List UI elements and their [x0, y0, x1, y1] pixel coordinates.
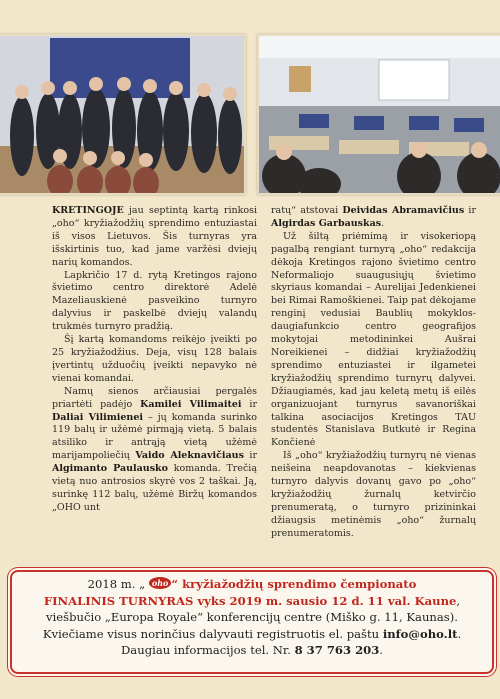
phone-number: 8 37 763 203 — [294, 643, 380, 657]
group-photo-illustration — [0, 36, 244, 193]
paragraph-1: KRETINGOJE jau septintą kartą rinkosi „oho“ kryžiažodžių sprendimo entuziastai iš visos Lietuvos. Šis turnyras yra išskirtinis tuo, kad jame varžėsi dviejų narių komandos. — [52, 205, 257, 268]
oho-logo: oho — [149, 577, 172, 589]
announcement-line-3: viešbučio „Europa Royale“ konferencijų centre (Miško g. 11, Kaunas). — [46, 610, 458, 624]
paragraph-2: Lapkričio 17 d. rytą Kretingos rajono švietimo centro direktorė Adelė Mazeliauskienė pasveikino turnyro dalyvius ir paskelbė dviejų valandų trukmės turnyro pradžią. — [52, 269, 257, 333]
announcement-line-2: FINALINIS TURNYRAS vyks 2019 m. sausio 12 d. 11 val. Kaune, — [43, 593, 461, 608]
announcement-line-4: Kviečiame visus norinčius dalyvauti registruotis el. paštu info@oho.lt. — [42, 626, 462, 641]
paragraph-7: Iš „oho“ kryžiažodžių turnyrų nė vienas neišeina neapdovanotas – kiekvienas turnyro dalyvis dovanų gavo po „oho“ kryžiažodžių žurnalų ketvirčio prenumeratą, o turnyro prizininkai džiaugsis metinėmis „oho“ žurnalų prenumeratomis. — [271, 450, 476, 539]
announcement-line-1: 2018 m. „ oho “ kryžiažodžių sprendimo čempionato — [87, 577, 417, 591]
paragraph-3: Šį kartą komandoms reikėjo įveikti po 25 kryžiažodžius. Deja, visų 128 balais įvertintų užduočių įveikti nepavyko nė vienai komandai. — [52, 334, 257, 384]
paragraph-4: Namų sienos arčiausiai pergalės priartėti padėjo Kamilei Vilimaitei ir Daliai Vilimienei – jų komanda surinko 119 balų ir užėmė pirmąją vietą. 5 balais atsiliko ir antrąją vietą užėmė marijampoliečių Vaido Aleknavičiaus ir Algimanto Paulausko komanda. Trečią vietą nuo antrosios skyrė vos 2 taškai. Ją, surinkę 112 balų, užėmė Biržų komandos „OHO unt — [52, 385, 257, 513]
competition-photo — [257, 34, 500, 195]
announcement-banner — [10, 570, 494, 674]
paragraph-5: ratų“ atstovai Deividas Abramavičius ir Algirdas Garbauskas. — [271, 205, 476, 229]
location-lead: KRETINGOJE — [52, 205, 124, 216]
paragraph-6: Už šiltą priėmimą ir visokeriopą pagalbą rengiant turnyrą „oho“ redakcija dėkoja Kretingos rajono švietimo centro Neformaliojo suaugusiųjų švietimo skyriaus komandai – Aurelijai Jedenkienei bei Rimai Ramoškienei. Taip pat dėkojame renginį vedusiai Baublių mokyklos-daugiafunkcio centro geografijos mokytojai metodininkei Aušrai Noreikienei – didžiai kryžiažodžių sprendimo entuziastei ir ilgametei kryžiažodžių sprendimo turnyrų dalyvei. Džiaugiamės, kad jau keletą metų iš eilės organizuojant turnyrus savanoriškai talkina asociacijos Kretingos TAU studentės Stanislava Butkutė ir Regina Končienė — [271, 230, 476, 449]
announcement-line-5: Daugiau informacijos tel. Nr. 8 37 763 203. — [121, 643, 383, 657]
article-body — [52, 205, 476, 541]
announcement-text — [12, 576, 492, 659]
group-photo — [0, 34, 246, 195]
email-link[interactable]: info@oho.lt — [382, 626, 458, 641]
article-column-right — [271, 205, 476, 541]
competition-photo-illustration — [259, 36, 500, 193]
article-column-left — [52, 205, 257, 541]
